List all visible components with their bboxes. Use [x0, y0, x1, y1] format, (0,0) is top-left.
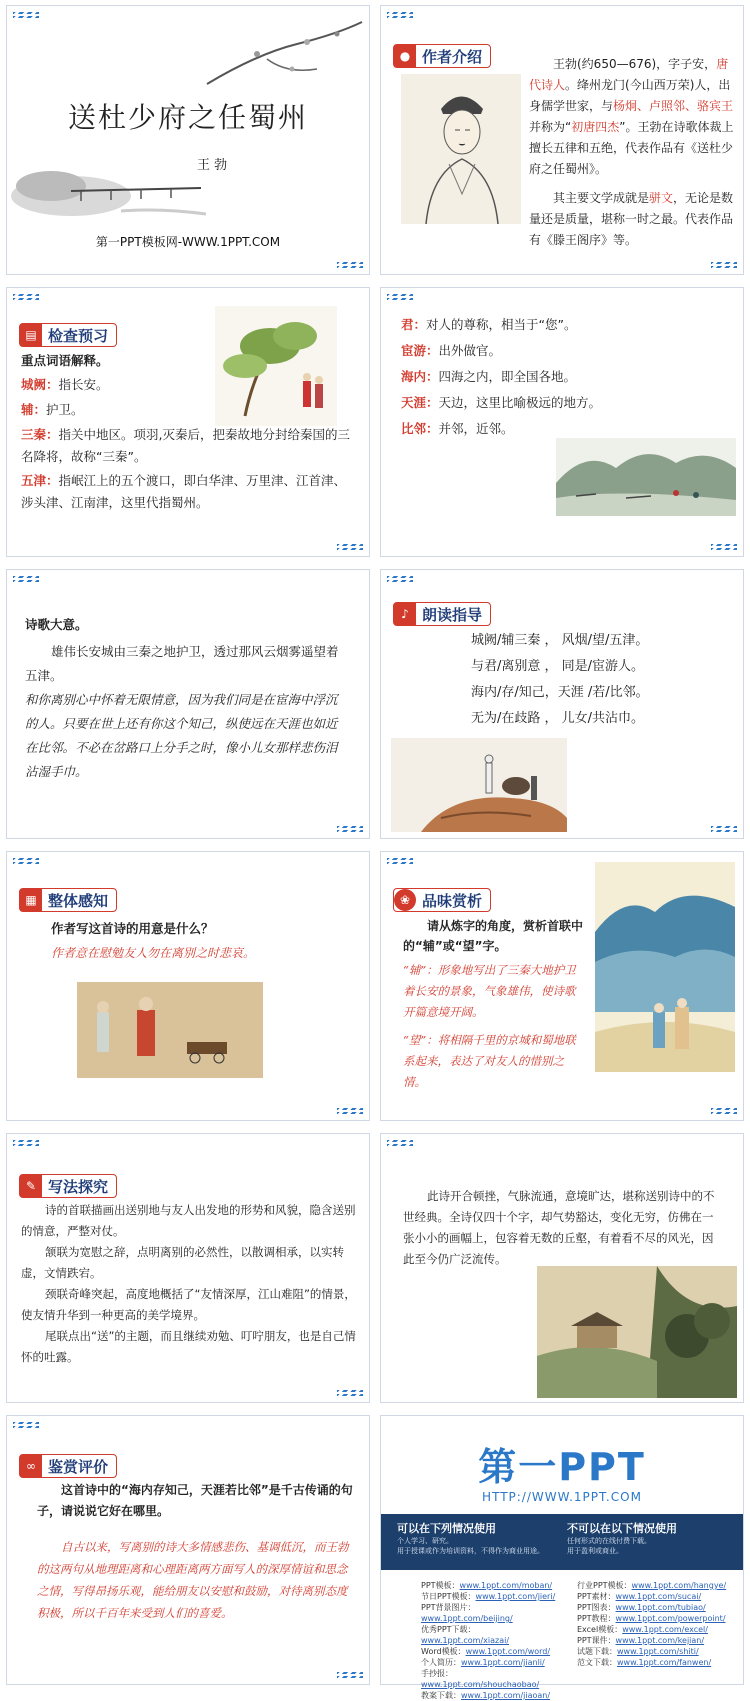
vocab-definition: 天边，这里比喻极远的地方。	[438, 395, 602, 410]
link-url[interactable]: www.1ppt.com/excel/	[622, 1625, 708, 1634]
vocab-definition: 指岷江上的五个渡口，即白华津、万里津、江首津、涉头津、江南津，这里代指蜀州。	[21, 473, 347, 510]
pavilion-painting	[537, 1266, 737, 1398]
link-name: PPT背景图片：	[421, 1603, 476, 1612]
person-icon: ●	[394, 45, 416, 67]
corner-stripe	[387, 294, 413, 300]
resource-link[interactable]	[577, 1602, 737, 1613]
vocab-term: 君：	[401, 317, 427, 332]
vocab-term: 宦游：	[401, 343, 439, 358]
vocab-term: 天涯：	[401, 395, 439, 410]
link-name: PPT素材：	[577, 1592, 616, 1601]
can-use-list	[397, 1536, 544, 1556]
link-url[interactable]: www.1ppt.com/jianli/	[461, 1658, 545, 1667]
link-url[interactable]: www.1ppt.com/moban/	[459, 1581, 553, 1590]
link-url[interactable]: www.1ppt.com/shouchaobao/	[421, 1680, 540, 1689]
resource-link[interactable]	[577, 1646, 737, 1657]
vocab-item	[401, 314, 576, 336]
vocab-definition: 护卫。	[46, 402, 84, 417]
badge-label: 整体感知	[48, 891, 109, 910]
slide-summary	[380, 1133, 744, 1403]
section-badge	[19, 888, 117, 912]
link-url[interactable]: www.1ppt.com/hangye/	[631, 1581, 727, 1590]
resource-link[interactable]	[421, 1646, 561, 1657]
link-name: Excel模板：	[577, 1625, 623, 1634]
technique-text	[21, 1200, 357, 1368]
vocab-definition: 并邻，近邻。	[438, 421, 514, 436]
page-title: 送杜少府之任蜀州	[67, 101, 308, 134]
achievement-highlight: 骈文	[649, 191, 674, 205]
brand-logo: 第一PPT	[478, 1445, 646, 1489]
link-url[interactable]: www.1ppt.com/sucai/	[615, 1592, 702, 1601]
corner-stripe	[337, 1672, 363, 1678]
author-achievement	[529, 188, 734, 251]
resource-link[interactable]	[421, 1580, 561, 1591]
link-name: 个人简历：	[421, 1658, 461, 1667]
vocab-definition: 指关中地区。项羽,灭秦后，把秦故地分封给秦国的三名降将，故称“三秦”。	[21, 427, 350, 464]
link-name: PPT模板：	[421, 1581, 460, 1590]
slide-author-intro	[380, 5, 744, 275]
slide-copyright	[380, 1415, 744, 1700]
vocab-term: 比邻：	[401, 421, 439, 436]
reading-line: 无为/在歧路 ， 儿女/共沾巾。	[471, 711, 645, 726]
bio-text: ”。王勃在诗歌体裁上擅长五律和五绝，代表作品有《送杜少府之任蜀州》。	[529, 120, 734, 176]
corner-stripe	[387, 858, 413, 864]
evaluation-question: 这首诗中的“海内存知己，天涯若比邻”是千古传诵的句子，请说说它好在哪里。	[37, 1483, 353, 1518]
resource-link[interactable]	[421, 1657, 561, 1668]
vocab-definition: 出外做官。	[438, 343, 502, 358]
section-badge	[393, 888, 491, 912]
vocab-term: 五津：	[21, 473, 59, 488]
vocab-item	[401, 392, 601, 414]
corner-stripe	[13, 12, 39, 18]
corner-stripe	[337, 544, 363, 550]
can-use-title: 可以在下列情况使用	[397, 1522, 496, 1535]
link-name: 手抄报：	[421, 1669, 453, 1678]
slide-writing-technique	[6, 1133, 370, 1403]
resource-link[interactable]	[421, 1668, 561, 1690]
link-url[interactable]: www.1ppt.com/shiti/	[617, 1647, 699, 1656]
corner-stripe	[337, 1108, 363, 1114]
farewell-painting	[391, 738, 567, 832]
evaluation-answer: 自古以来，写离别的诗大多情感悲伤、基调低沉，而王勃的这两句从地理距离和心理距离两方面写人的深厚情谊和思念之情，写得昂扬乐观，能给朋友以安慰和鼓励，对待离别态度积极，所以千百年来受到人们的喜爱。	[37, 1540, 349, 1620]
vocab-term: 三秦：	[21, 427, 59, 442]
vocab-heading: 重点词语解释。	[21, 353, 109, 368]
link-url[interactable]: www.1ppt.com/jieri/	[475, 1592, 556, 1601]
section-badge	[19, 323, 117, 347]
link-name: PPT课件：	[577, 1636, 616, 1645]
vocab-item	[21, 424, 351, 468]
link-name: 教案下载：	[421, 1691, 461, 1700]
corner-stripe	[13, 294, 39, 300]
slide-appreciation	[380, 851, 744, 1121]
author-name: 王 勃	[197, 158, 228, 173]
vocab-item	[401, 418, 514, 440]
slide-evaluation	[6, 1415, 370, 1685]
can-use-item: 用于授课或作为培训资料，不得作为商业用途。	[397, 1547, 544, 1555]
reading-line: 城阙/辅三秦 ， 风烟/望/五津。	[471, 633, 649, 648]
resource-link[interactable]	[421, 1591, 561, 1602]
appreciation-answer-1: “辅”：形象地写出了三秦大地护卫着长安的景象，气象雄伟，使诗歌开篇意境开阔。	[403, 963, 576, 1019]
corner-stripe	[13, 1422, 39, 1428]
resource-link[interactable]	[577, 1657, 737, 1668]
section-badge	[393, 602, 491, 626]
resource-link[interactable]	[577, 1580, 737, 1591]
trees-painting	[215, 306, 337, 426]
badge-label: 朗读指导	[422, 605, 483, 624]
achievement-text: ，无论是数量还是质量，堪称一时之最。代表作品有《滕王阁序》等。	[529, 191, 734, 247]
answer-text: 作者意在慰勉友人勿在离别之时悲哀。	[51, 946, 256, 960]
meaning-line2: 和你离别心中怀着无限情意，因为我们同是在宦海中浮沉的人。只要在世上还有你这个知己，纵使远在天涯也如近在比邻。不必在岔路口上分手之时，像小儿女那样悲伤泪沾湿手巾。	[25, 692, 338, 779]
link-name: 范文下载：	[577, 1658, 617, 1667]
vocab-term: 城阙：	[21, 377, 59, 392]
corner-stripe	[387, 576, 413, 582]
corner-stripe	[13, 858, 39, 864]
microphone-icon: ♪	[394, 603, 416, 625]
corner-stripe	[387, 12, 413, 18]
question-text: 作者写这首诗的用意是什么？	[51, 921, 214, 936]
badge-label: 写法探究	[48, 1177, 109, 1196]
slide-reading-guide	[380, 569, 744, 839]
link-name: 试题下载：	[577, 1647, 617, 1656]
badge-label: 鉴赏评价	[48, 1457, 109, 1476]
resource-link[interactable]	[577, 1635, 737, 1646]
link-name: PPT教程：	[577, 1614, 616, 1623]
corner-stripe	[711, 1108, 737, 1114]
link-url[interactable]: www.1ppt.com/tubiao/	[615, 1603, 706, 1612]
footer-text: 第一PPT模板网-WWW.1PPT.COM	[95, 235, 281, 249]
meaning-heading: 诗歌大意。	[25, 617, 88, 632]
resource-link[interactable]	[421, 1624, 561, 1646]
reading-line: 与君/离别意 ， 同是/宦游人。	[471, 659, 645, 674]
corner-stripe	[337, 262, 363, 268]
link-name: Word模板：	[421, 1647, 466, 1656]
author-bio	[529, 54, 734, 180]
vocab-term: 辅：	[21, 402, 47, 417]
resource-link[interactable]	[577, 1591, 737, 1602]
bio-text: 并称为“	[529, 120, 572, 134]
link-url[interactable]: www.1ppt.com/powerpoint/	[615, 1614, 726, 1623]
link-name: 行业PPT模板：	[577, 1581, 632, 1590]
corner-stripe	[13, 576, 39, 582]
corner-stripe	[711, 826, 737, 832]
slide-poem-meaning	[6, 569, 370, 839]
cannot-use-item: 任何形式的在线付费下载。	[567, 1537, 651, 1545]
slide-preview-check	[6, 287, 370, 557]
badge-label: 检查预习	[48, 326, 109, 345]
resource-link[interactable]	[421, 1602, 561, 1624]
resource-link[interactable]	[577, 1624, 737, 1635]
corner-stripe	[13, 1140, 39, 1146]
corner-stripe	[387, 1140, 413, 1146]
link-url[interactable]: www.1ppt.com/word/	[465, 1647, 551, 1656]
slide-overall-perception	[6, 851, 370, 1121]
corner-stripe	[337, 1390, 363, 1396]
link-name: 优秀PPT下载：	[421, 1625, 476, 1634]
slide-vocab-continued	[380, 287, 744, 557]
notebook-icon: ▤	[20, 324, 42, 346]
can-use-item: 个人学习、研究。	[397, 1537, 453, 1545]
mountains-painting	[595, 862, 735, 1072]
summary-paragraph: 此诗开合顿挫，气脉流通，意境旷达，堪称送别诗中的不世经典。全诗仅四十个字，却气势豁达，变化无穷，仿佛在一张小小的画幅上，包容着无数的丘壑，有着看不尽的风光，因此至今仍广泛流传。	[403, 1189, 715, 1266]
corner-stripe	[337, 826, 363, 832]
links-left	[421, 1580, 561, 1701]
vocab-item	[21, 374, 109, 396]
meaning-line1: 雄伟长安城由三秦之地护卫，透过那风云烟雾遥望着五津。	[25, 644, 339, 683]
achievement-text: 其主要文学成就是	[553, 191, 650, 205]
technique-para: 诗的首联描画出送别地与友人出发地的形势和风貌，隐含送别的情意，严整对仗。	[21, 1203, 356, 1238]
link-url[interactable]: www.1ppt.com/fanwen/	[617, 1658, 712, 1667]
technique-para: 尾联点出“送”的主题，而且继续劝勉、叮咛朋友，也是自己情怀的吐露。	[21, 1329, 356, 1364]
badge-label: 品味赏析	[422, 891, 483, 910]
vocab-item	[21, 399, 84, 421]
link-name: PPT图表：	[577, 1603, 616, 1612]
flower-icon: ❀	[394, 889, 416, 911]
cannot-use-item: 用于盈利或商业。	[567, 1547, 623, 1555]
vocab-item	[401, 340, 501, 362]
cannot-use-title: 不可以在以下情况使用	[567, 1522, 677, 1535]
section-badge	[19, 1174, 117, 1198]
link-url[interactable]: www.1ppt.com/beijing/	[421, 1614, 513, 1623]
links-right	[577, 1580, 737, 1668]
bridge-painting	[11, 156, 211, 226]
link-url[interactable]: www.1ppt.com/jiaoan/	[461, 1691, 551, 1700]
scroll-painting	[77, 982, 263, 1078]
slide-title	[6, 5, 370, 275]
vocab-definition: 对人的尊称，相当于“您”。	[426, 317, 577, 332]
brand-url[interactable]: HTTP://WWW.1PPT.COM	[482, 1490, 642, 1504]
technique-para: 颈联奇峰突起，高度地概括了“友情深厚，江山难阻”的情景，使友情升华到一种更高的美学境界。	[21, 1287, 356, 1322]
grid-icon: ▦	[20, 889, 42, 911]
technique-para: 颔联为宽慰之辞，点明离别的必然性，以散调相承，以实转虚，文情跌宕。	[21, 1245, 344, 1280]
bio-highlight: 初唐四杰	[571, 120, 620, 134]
link-url[interactable]: www.1ppt.com/kejian/	[615, 1636, 705, 1645]
usage-band	[381, 1514, 743, 1570]
reading-line: 海内/存/知己，天涯 /若/比邻。	[471, 685, 649, 700]
vocab-definition: 四海之内，即全国各地。	[438, 369, 577, 384]
link-url[interactable]: www.1ppt.com/xiazai/	[421, 1636, 510, 1645]
corner-stripe	[711, 544, 737, 550]
bio-text: 。绛州龙门(今山西万荣)人，出身儒学世家，与	[529, 78, 731, 113]
vocab-term: 海内：	[401, 369, 439, 384]
badge-label: 作者介绍	[422, 47, 483, 66]
link-name: 节日PPT模板：	[421, 1592, 476, 1601]
bio-highlight: 唐代诗人	[529, 57, 729, 92]
branch-painting	[197, 14, 367, 94]
section-badge	[393, 44, 491, 68]
appreciation-answer-2: “望”：将相隔千里的京城和蜀地联系起来，表达了对友人的惜别之情。	[403, 1033, 576, 1089]
bio-text: 王勃(约650—676)，字子安，	[553, 57, 717, 71]
landscape-painting	[556, 438, 736, 516]
link-icon: ∞	[20, 1455, 42, 1477]
corner-stripe	[711, 262, 737, 268]
pencil-icon: ✎	[20, 1175, 42, 1197]
bio-highlight: 杨炯、卢照邻、骆宾王	[613, 99, 734, 113]
vocab-item	[401, 366, 576, 388]
author-portrait	[401, 74, 521, 224]
section-badge	[19, 1454, 117, 1478]
resource-link[interactable]	[577, 1613, 737, 1624]
vocab-item	[21, 470, 351, 514]
appreciation-prompt: 请从炼字的角度，赏析首联中的“辅”或“望”字。	[403, 919, 584, 953]
vocab-definition: 指长安。	[58, 377, 109, 392]
cannot-use-list	[567, 1536, 651, 1556]
resource-link[interactable]	[421, 1690, 561, 1701]
